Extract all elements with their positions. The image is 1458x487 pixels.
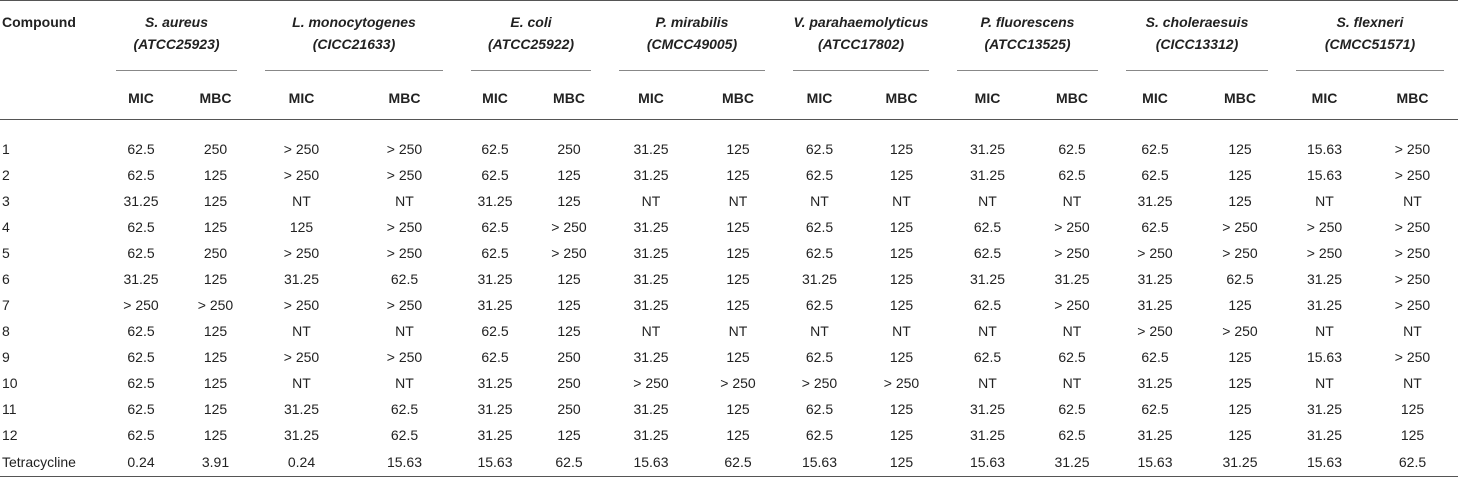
organism-header xyxy=(943,1,1112,77)
mic-value-cell: 31.25 xyxy=(1137,193,1173,209)
mic-header: MIC xyxy=(251,77,352,120)
mbc-value-cell: 250 xyxy=(557,349,581,365)
compound-cell: 11 xyxy=(2,401,17,417)
mbc-value-cell: NT xyxy=(395,193,414,209)
mbc-value-cell: > 250 xyxy=(720,375,756,391)
mic-header: MIC xyxy=(457,77,533,120)
mbc-value-cell: 125 xyxy=(889,219,914,235)
mbc-value-cell: NT xyxy=(892,323,911,339)
mic-value-cell: > 250 xyxy=(283,349,320,365)
mbc-value-cell: 125 xyxy=(726,219,750,235)
organism-name: P. mirabilis xyxy=(655,14,729,30)
mic-value-cell: 31.25 xyxy=(283,427,320,443)
mbc-value-cell: 125 xyxy=(557,193,581,209)
mic-value-cell: > 250 xyxy=(123,297,159,313)
mic-value-cell: 31.25 xyxy=(477,193,513,209)
mbc-value-cell: 62.5 xyxy=(390,401,419,417)
mbc-header: MBC xyxy=(352,77,457,120)
organism-header xyxy=(1282,1,1458,77)
mic-value-cell: 62.5 xyxy=(805,297,834,313)
mbc-value-cell: 125 xyxy=(557,323,581,339)
mic-value-cell: NT xyxy=(292,323,311,339)
mic-value-cell: 31.25 xyxy=(1137,271,1173,287)
mbc-value-cell: > 250 xyxy=(386,141,423,157)
compound-cell: Tetracycline xyxy=(0,448,102,477)
mbc-value-cell: 125 xyxy=(1228,401,1252,417)
mbc-value-cell: 125 xyxy=(557,271,581,287)
mbc-value-cell: NT xyxy=(728,193,748,209)
table-row xyxy=(0,344,1458,370)
mic-value-cell: 62.5 xyxy=(973,297,1002,313)
organism-strain: (ATCC25922) xyxy=(487,36,575,52)
organism-strain: (CICC13312) xyxy=(1155,36,1239,52)
compound-cell: 10 xyxy=(2,375,18,391)
mbc-value-cell: 125 xyxy=(726,271,750,287)
mic-value-cell: 15.63 xyxy=(1112,448,1198,477)
table-row xyxy=(0,448,1458,477)
table-row xyxy=(0,266,1458,292)
mbc-value-cell: > 250 xyxy=(1394,297,1431,313)
mic-value-cell: 15.63 xyxy=(1306,167,1343,183)
mic-value-cell: 31.25 xyxy=(283,271,320,287)
mbc-value-cell: > 250 xyxy=(386,297,423,313)
organism-header xyxy=(251,1,457,77)
mic-value-cell: 15.63 xyxy=(1282,448,1367,477)
mic-value-cell: 31.25 xyxy=(633,401,669,417)
mic-value-cell: 62.5 xyxy=(127,375,155,391)
mic-value-cell: 15.63 xyxy=(943,448,1032,477)
mbc-value-cell: > 250 xyxy=(1222,219,1258,235)
mbc-value-cell: 62.5 xyxy=(533,448,605,477)
mic-value-cell: 62.5 xyxy=(481,141,509,157)
mbc-value-cell: 125 xyxy=(203,167,228,183)
organism-header xyxy=(605,1,779,77)
mic-value-cell: 31.25 xyxy=(1137,375,1173,391)
table-row xyxy=(0,214,1458,240)
mbc-value-cell: 125 xyxy=(1228,167,1252,183)
table-row xyxy=(0,240,1458,266)
mic-value-cell: 31.25 xyxy=(633,219,669,235)
mbc-value-cell: 15.63 xyxy=(352,448,457,477)
mbc-header: MBC xyxy=(860,77,943,120)
mic-value-cell: 15.63 xyxy=(457,448,533,477)
compound-cell: 12 xyxy=(2,427,18,443)
mbc-value-cell: 62.5 xyxy=(1058,401,1086,417)
mic-value-cell: 62.5 xyxy=(127,349,155,365)
mic-value-cell: 62.5 xyxy=(127,323,155,339)
mic-value-cell: 62.5 xyxy=(805,245,834,261)
mbc-value-cell: 3.91 xyxy=(180,448,251,477)
mbc-value-cell: > 250 xyxy=(1394,219,1431,235)
mic-value-cell: 31.25 xyxy=(1306,401,1343,417)
organism-name: S. aureus xyxy=(144,14,209,30)
organism-name: L. monocytogenes xyxy=(292,14,416,30)
compound-cell: 5 xyxy=(2,245,10,261)
mbc-value-cell: 125 xyxy=(1400,427,1425,443)
mic-value-cell: 31.25 xyxy=(1137,427,1173,443)
mic-value-cell: 62.5 xyxy=(805,219,834,235)
mic-value-cell: 62.5 xyxy=(127,167,155,183)
mbc-value-cell: > 250 xyxy=(1394,141,1431,157)
mbc-header: MBC xyxy=(533,77,605,120)
mbc-value-cell: > 250 xyxy=(551,219,587,235)
mbc-value-cell: > 250 xyxy=(197,297,234,313)
mbc-value-cell: 125 xyxy=(860,448,943,477)
mic-value-cell: 125 xyxy=(289,219,314,235)
mic-value-cell: 31.25 xyxy=(1137,297,1173,313)
organism-strain: (CICC21633) xyxy=(312,36,396,52)
organism-name: S. flexneri xyxy=(1336,14,1404,30)
mic-value-cell: 62.5 xyxy=(805,349,834,365)
mic-value-cell: 15.63 xyxy=(779,448,860,477)
mic-value-cell: 62.5 xyxy=(973,349,1002,365)
mbc-value-cell: > 250 xyxy=(1394,271,1431,287)
mbc-header: MBC xyxy=(1367,77,1458,120)
organism-header xyxy=(457,1,605,77)
mic-value-cell: 31.25 xyxy=(1306,427,1343,443)
mic-value-cell: 15.63 xyxy=(605,448,697,477)
mic-header: MIC xyxy=(1282,77,1367,120)
mbc-value-cell: 125 xyxy=(726,141,750,157)
mic-value-cell: 31.25 xyxy=(1306,271,1343,287)
mbc-value-cell: 125 xyxy=(889,427,914,443)
mic-value-cell: 31.25 xyxy=(633,141,669,157)
compound-cell: 4 xyxy=(2,219,10,235)
mic-value-cell: 31.25 xyxy=(123,271,159,287)
mbc-value-cell: > 250 xyxy=(1054,297,1090,313)
mic-value-cell: NT xyxy=(810,193,829,209)
compound-cell: 2 xyxy=(2,167,10,183)
organism-name: P. fluorescens xyxy=(980,14,1075,30)
mbc-value-cell: 31.25 xyxy=(1032,448,1112,477)
mic-value-cell: > 250 xyxy=(283,167,320,183)
mic-value-cell: NT xyxy=(978,323,997,339)
mbc-value-cell: 125 xyxy=(889,349,914,365)
mbc-value-cell: > 250 xyxy=(1222,245,1258,261)
mic-value-cell: > 250 xyxy=(1137,323,1173,339)
mbc-header: MBC xyxy=(1198,77,1282,120)
mbc-value-cell: > 250 xyxy=(1394,245,1431,261)
mic-value-cell: 62.5 xyxy=(805,167,834,183)
mbc-value-cell: 125 xyxy=(557,427,581,443)
mic-header: MIC xyxy=(102,77,180,120)
mbc-value-cell: 125 xyxy=(1228,349,1252,365)
mic-value-cell: > 250 xyxy=(633,375,669,391)
mbc-value-cell: 125 xyxy=(889,245,914,261)
mic-value-cell: 62.5 xyxy=(481,167,509,183)
measure-header-row xyxy=(0,77,1458,120)
mic-value-cell: NT xyxy=(1315,375,1334,391)
mbc-value-cell: 125 xyxy=(1400,401,1425,417)
mic-value-cell: 62.5 xyxy=(481,323,509,339)
mic-value-cell: NT xyxy=(810,323,829,339)
mbc-value-cell: NT xyxy=(728,323,748,339)
mic-value-cell: > 250 xyxy=(283,297,320,313)
mic-value-cell: 62.5 xyxy=(1141,141,1169,157)
table-row xyxy=(0,292,1458,318)
mic-value-cell: NT xyxy=(292,375,311,391)
mic-value-cell: 31.25 xyxy=(283,401,320,417)
mbc-value-cell: 250 xyxy=(557,141,581,157)
mbc-value-cell: 125 xyxy=(726,245,750,261)
mbc-value-cell: > 250 xyxy=(1054,219,1090,235)
mic-value-cell: 62.5 xyxy=(481,245,509,261)
mic-value-cell: 31.25 xyxy=(969,401,1006,417)
mbc-value-cell: 125 xyxy=(203,193,228,209)
mbc-value-cell: 125 xyxy=(203,427,228,443)
mbc-value-cell: 62.5 xyxy=(390,427,419,443)
mbc-value-cell: 62.5 xyxy=(1058,167,1086,183)
mbc-value-cell: 62.5 xyxy=(1058,141,1086,157)
table-row xyxy=(0,318,1458,344)
mic-value-cell: NT xyxy=(978,193,997,209)
mbc-value-cell: 125 xyxy=(726,167,750,183)
mbc-value-cell: NT xyxy=(395,323,414,339)
mbc-value-cell: 125 xyxy=(1228,297,1252,313)
mic-value-cell: NT xyxy=(641,193,661,209)
mic-value-cell: > 250 xyxy=(1137,245,1173,261)
mic-value-cell: 62.5 xyxy=(127,245,155,261)
organism-strain: (CMCC51571) xyxy=(1324,36,1416,52)
mbc-value-cell: 125 xyxy=(203,219,228,235)
mbc-value-cell: 31.25 xyxy=(1198,448,1282,477)
mic-value-cell: NT xyxy=(641,323,661,339)
mbc-value-cell: 250 xyxy=(203,245,228,261)
mbc-value-cell: 125 xyxy=(557,167,581,183)
organism-strain: (ATCC13525) xyxy=(984,36,1071,52)
mic-value-cell: 62.5 xyxy=(1141,219,1169,235)
mic-value-cell: 62.5 xyxy=(973,245,1002,261)
mbc-value-cell: > 250 xyxy=(386,349,423,365)
mbc-value-cell: 62.5 xyxy=(1058,427,1086,443)
mic-value-cell: 31.25 xyxy=(633,349,669,365)
mbc-header: MBC xyxy=(697,77,779,120)
mic-value-cell: 31.25 xyxy=(969,271,1006,287)
mic-value-cell: NT xyxy=(1315,323,1334,339)
compound-header: Compound xyxy=(2,14,76,30)
compound-header-blank xyxy=(0,77,102,120)
mic-value-cell: > 250 xyxy=(1306,219,1343,235)
organism-strain: (ATCC17802) xyxy=(817,36,905,52)
mic-value-cell: > 250 xyxy=(283,245,320,261)
mic-value-cell: NT xyxy=(978,375,997,391)
mbc-value-cell: 125 xyxy=(889,297,914,313)
organism-name: S. choleraesuis xyxy=(1145,14,1249,30)
mic-value-cell: 31.25 xyxy=(969,141,1006,157)
mbc-value-cell: NT xyxy=(1062,375,1082,391)
organism-strain: (ATCC25923) xyxy=(133,36,220,52)
mbc-value-cell: 125 xyxy=(726,427,750,443)
mic-value-cell: 15.63 xyxy=(1306,141,1343,157)
mic-value-cell: 0.24 xyxy=(251,448,352,477)
mic-value-cell: 62.5 xyxy=(127,427,155,443)
compound-cell: 6 xyxy=(2,271,10,287)
mbc-value-cell: > 250 xyxy=(386,219,423,235)
mic-value-cell: > 250 xyxy=(801,375,838,391)
mbc-value-cell: 62.5 xyxy=(697,448,779,477)
mbc-value-cell: 62.5 xyxy=(1058,349,1086,365)
mic-value-cell: 31.25 xyxy=(123,193,159,209)
mic-value-cell: 62.5 xyxy=(805,141,834,157)
table-row xyxy=(0,396,1458,422)
mic-value-cell: 0.24 xyxy=(102,448,180,477)
mic-value-cell: 31.25 xyxy=(801,271,838,287)
mic-value-cell: 31.25 xyxy=(477,375,513,391)
table-row xyxy=(0,188,1458,214)
mic-value-cell: 31.25 xyxy=(477,297,513,313)
mbc-value-cell: NT xyxy=(892,193,911,209)
compound-cell: 7 xyxy=(2,297,10,313)
mbc-value-cell: 125 xyxy=(1228,375,1252,391)
mic-header: MIC xyxy=(1112,77,1198,120)
mbc-value-cell: NT xyxy=(1403,375,1422,391)
mic-value-cell: 31.25 xyxy=(633,297,669,313)
organism-header xyxy=(102,1,251,77)
mbc-value-cell: 250 xyxy=(557,401,581,417)
mbc-value-cell: 62.5 xyxy=(1367,448,1458,477)
mic-value-cell: 31.25 xyxy=(477,427,513,443)
mic-value-cell: NT xyxy=(292,193,311,209)
mic-value-cell: 31.25 xyxy=(969,167,1006,183)
organism-strain: (CMCC49005) xyxy=(646,36,738,52)
mic-value-cell: 31.25 xyxy=(969,427,1006,443)
mic-value-cell: > 250 xyxy=(1306,245,1343,261)
mbc-value-cell: 250 xyxy=(203,141,228,157)
mic-header: MIC xyxy=(943,77,1032,120)
table-row xyxy=(0,136,1458,162)
mbc-value-cell: 125 xyxy=(557,297,581,313)
mbc-value-cell: NT xyxy=(395,375,414,391)
mic-header: MIC xyxy=(605,77,697,120)
table-row xyxy=(0,370,1458,396)
mbc-value-cell: 125 xyxy=(203,401,228,417)
mbc-value-cell: 31.25 xyxy=(1054,271,1090,287)
mic-value-cell: 62.5 xyxy=(127,219,155,235)
header-spacer xyxy=(0,120,1458,137)
compound-cell: 9 xyxy=(2,349,10,365)
mic-value-cell: 62.5 xyxy=(481,349,509,365)
mbc-value-cell: 125 xyxy=(203,375,228,391)
compound-cell: 1 xyxy=(2,141,10,157)
mic-value-cell: 31.25 xyxy=(633,167,669,183)
mbc-value-cell: 125 xyxy=(889,167,914,183)
organism-header-row xyxy=(0,1,1458,77)
mbc-value-cell: 125 xyxy=(203,271,228,287)
mbc-value-cell: > 250 xyxy=(883,375,920,391)
mic-value-cell: 31.25 xyxy=(633,427,669,443)
mic-value-cell: 62.5 xyxy=(973,219,1002,235)
mbc-value-cell: 125 xyxy=(726,401,750,417)
mic-value-cell: 31.25 xyxy=(633,271,669,287)
mbc-value-cell: 125 xyxy=(889,401,914,417)
mbc-value-cell: 62.5 xyxy=(1226,271,1254,287)
mic-value-cell: > 250 xyxy=(283,141,320,157)
compound-cell: 3 xyxy=(2,193,10,209)
mbc-header: MBC xyxy=(1032,77,1112,120)
mic-value-cell: 62.5 xyxy=(1141,401,1169,417)
mic-value-cell: 31.25 xyxy=(633,245,669,261)
mbc-value-cell: NT xyxy=(1403,323,1422,339)
mbc-header: MBC xyxy=(180,77,251,120)
mic-value-cell: 31.25 xyxy=(477,401,513,417)
mbc-value-cell: NT xyxy=(1403,193,1422,209)
mic-value-cell: 62.5 xyxy=(127,141,155,157)
mbc-value-cell: > 250 xyxy=(1394,349,1431,365)
mbc-value-cell: > 250 xyxy=(386,167,423,183)
mic-value-cell: 62.5 xyxy=(127,401,155,417)
organism-name: V. parahaemolyticus xyxy=(793,14,929,30)
mic-value-cell: 62.5 xyxy=(1141,349,1169,365)
mic-value-cell: 62.5 xyxy=(1141,167,1169,183)
mic-value-cell: NT xyxy=(1315,193,1334,209)
mbc-value-cell: 125 xyxy=(726,349,750,365)
mbc-value-cell: 125 xyxy=(889,141,914,157)
organism-header xyxy=(1112,1,1282,77)
mic-value-cell: 31.25 xyxy=(1306,297,1343,313)
compound-cell: 8 xyxy=(2,323,10,339)
table-row xyxy=(0,422,1458,448)
organism-name: E. coli xyxy=(510,14,552,30)
mbc-value-cell: > 250 xyxy=(1394,167,1431,183)
mbc-value-cell: 125 xyxy=(203,323,228,339)
mbc-value-cell: 125 xyxy=(203,349,228,365)
mbc-value-cell: 62.5 xyxy=(390,271,419,287)
mbc-value-cell: 250 xyxy=(557,375,581,391)
mbc-value-cell: 125 xyxy=(889,271,914,287)
mbc-value-cell: NT xyxy=(1062,323,1082,339)
mbc-value-cell: NT xyxy=(1062,193,1082,209)
mic-value-cell: 62.5 xyxy=(805,401,834,417)
mbc-value-cell: > 250 xyxy=(1222,323,1258,339)
mic-value-cell: 62.5 xyxy=(805,427,834,443)
mbc-value-cell: > 250 xyxy=(386,245,423,261)
mbc-value-cell: 125 xyxy=(726,297,750,313)
table-row xyxy=(0,162,1458,188)
mbc-value-cell: > 250 xyxy=(551,245,587,261)
mic-value-cell: 15.63 xyxy=(1306,349,1343,365)
mbc-value-cell: > 250 xyxy=(1054,245,1090,261)
mic-header: MIC xyxy=(779,77,860,120)
mbc-value-cell: 125 xyxy=(1228,427,1252,443)
mic-value-cell: 31.25 xyxy=(477,271,513,287)
mic-value-cell: 62.5 xyxy=(481,219,509,235)
organism-header xyxy=(779,1,943,77)
mbc-value-cell: 125 xyxy=(1228,193,1252,209)
mbc-value-cell: 125 xyxy=(1228,141,1252,157)
